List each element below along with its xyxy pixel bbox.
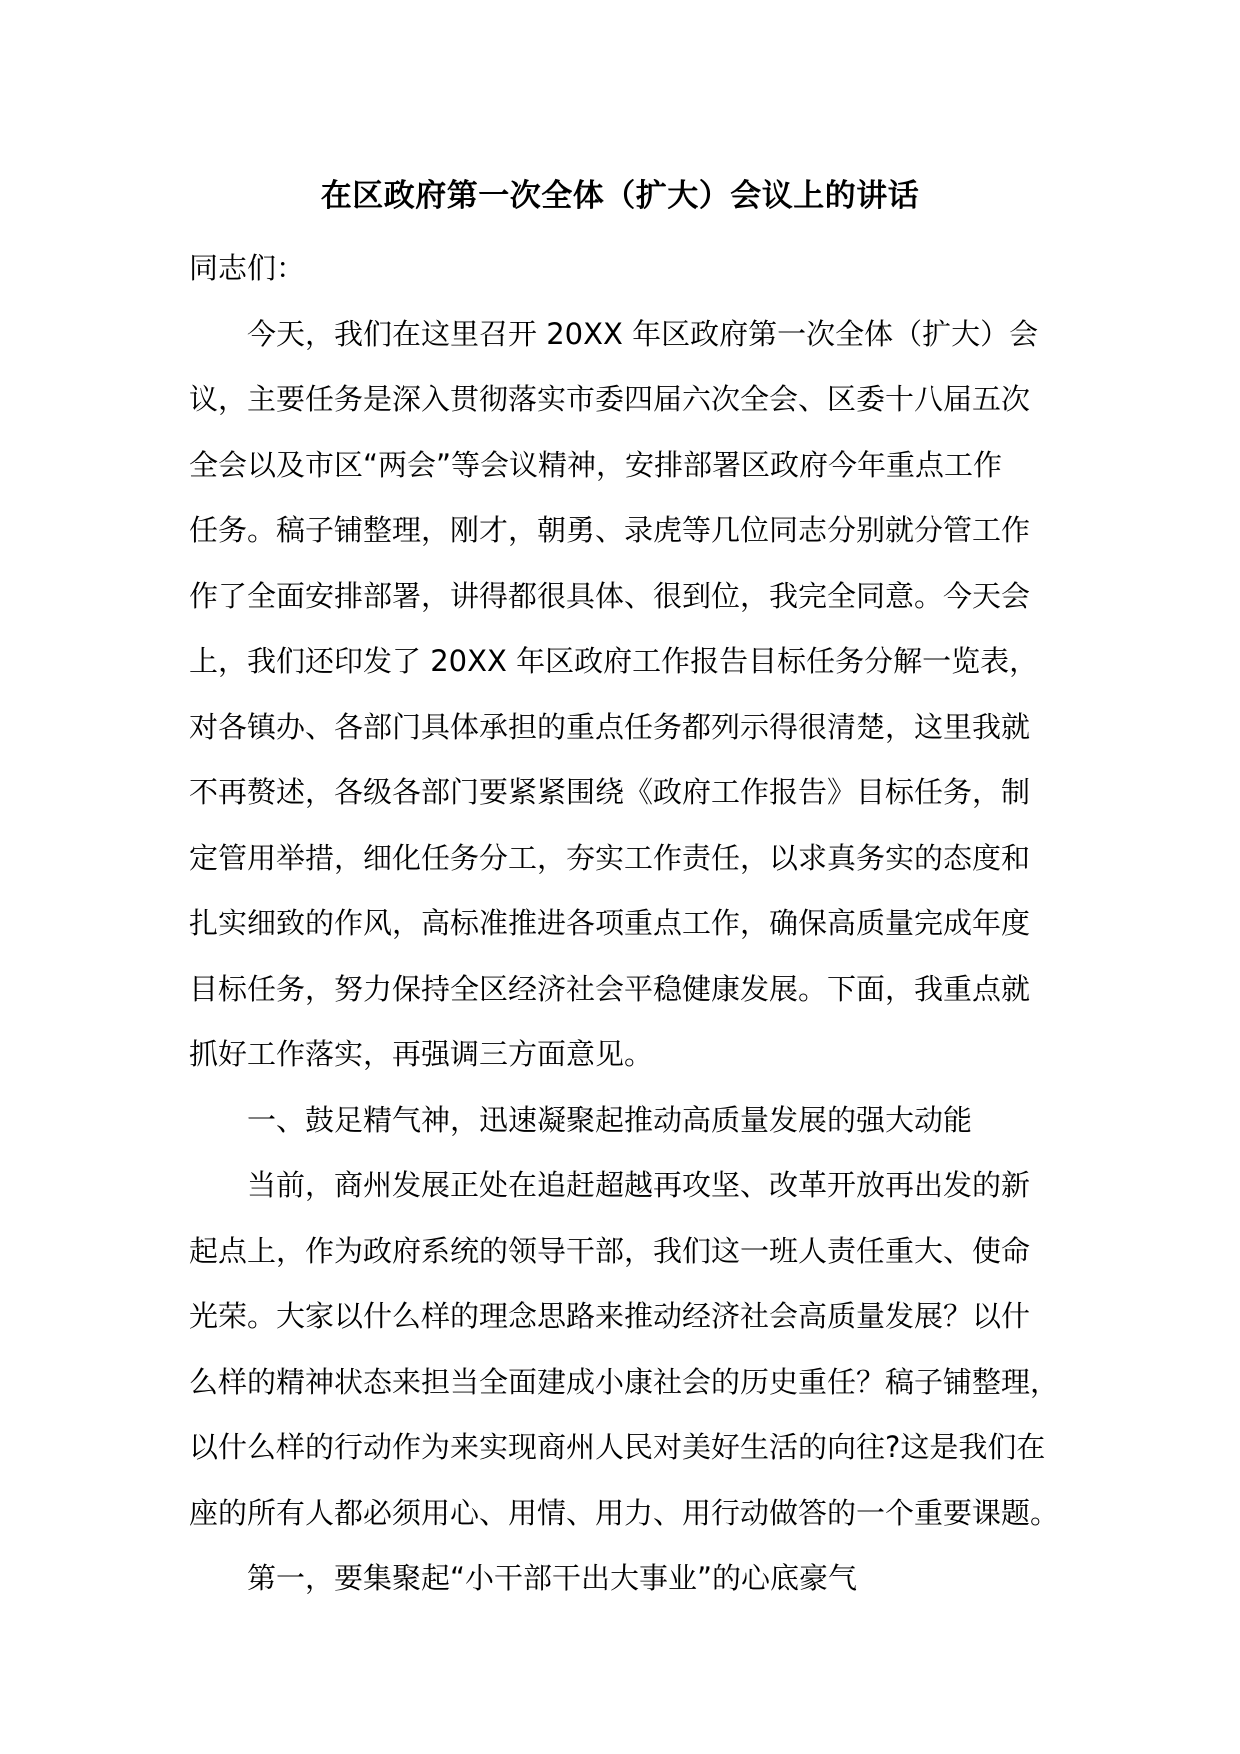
document-title: 在区政府第一次全体（扩大）会议上的讲话	[320, 178, 920, 214]
body-line: 不再赘述，各级各部门要紧紧围绕《政府工作报告》目标任务，制	[189, 775, 1031, 809]
body-line: 目标任务，努力保持全区经济社会平稳健康发展。下面，我重点就	[189, 971, 1031, 1006]
body-line: 今天，我们在这里召开 20XX 年区政府第一次全体（扩大）会	[247, 316, 1039, 351]
body-line: 上，我们还印发了 20XX 年区政府工作报告目标任务分解一览表，	[189, 644, 1039, 678]
body-line: 起点上，作为政府系统的领导干部，我们这一班人责任重大、使命	[189, 1233, 1031, 1268]
body-line: 扎实细致的作风，高标准推进各项重点工作，确保高质量完成年度	[189, 906, 1031, 940]
section-heading: 一、鼓足精气神，迅速凝聚起推动高质量发展的强大动能	[247, 1102, 973, 1137]
body-line: 座的所有人都必须用心、用情、用力、用行动做答的一个重要课题。	[189, 1495, 1060, 1530]
body-line: 任务。稿子铺整理，刚才，朝勇、录虎等几位同志分别就分管工作	[189, 513, 1031, 547]
body-line: 么样的精神状态来担当全面建成小康社会的历史重任？稿子铺整理，	[189, 1364, 1060, 1399]
body-line: 议，主要任务是深入贯彻落实市委四届六次全会、区委十八届五次	[189, 382, 1031, 416]
body-line: 当前，商州发展正处在追赶超越再攻坚、改革开放再出发的新	[247, 1168, 1031, 1202]
body-line: 作了全面安排部署，讲得都很具体、很到位，我完全同意。今天会	[189, 578, 1031, 613]
body-line: 抓好工作落实，再强调三方面意见。	[189, 1037, 654, 1071]
body-line: 对各镇办、各部门具体承担的重点任务都列示得很清楚，这里我就	[189, 709, 1031, 744]
body-line: 定管用举措，细化任务分工，夯实工作责任，以求真务实的态度和	[189, 840, 1031, 875]
body-line: 光荣。大家以什么样的理念思路来推动经济社会高质量发展？以什	[189, 1299, 1031, 1333]
subsection-heading: 第一，要集聚起“小干部干出大事业”的心底豪气	[247, 1561, 858, 1595]
body-line: 以什么样的行动作为来实现商州人民对美好生活的向往?这是我们在	[189, 1430, 1046, 1464]
salutation-line: 同志们：	[189, 251, 306, 285]
document-body	[189, 236, 1059, 1612]
body-line: 全会以及市区“两会”等会议精神，安排部署区政府今年重点工作	[189, 447, 1003, 482]
